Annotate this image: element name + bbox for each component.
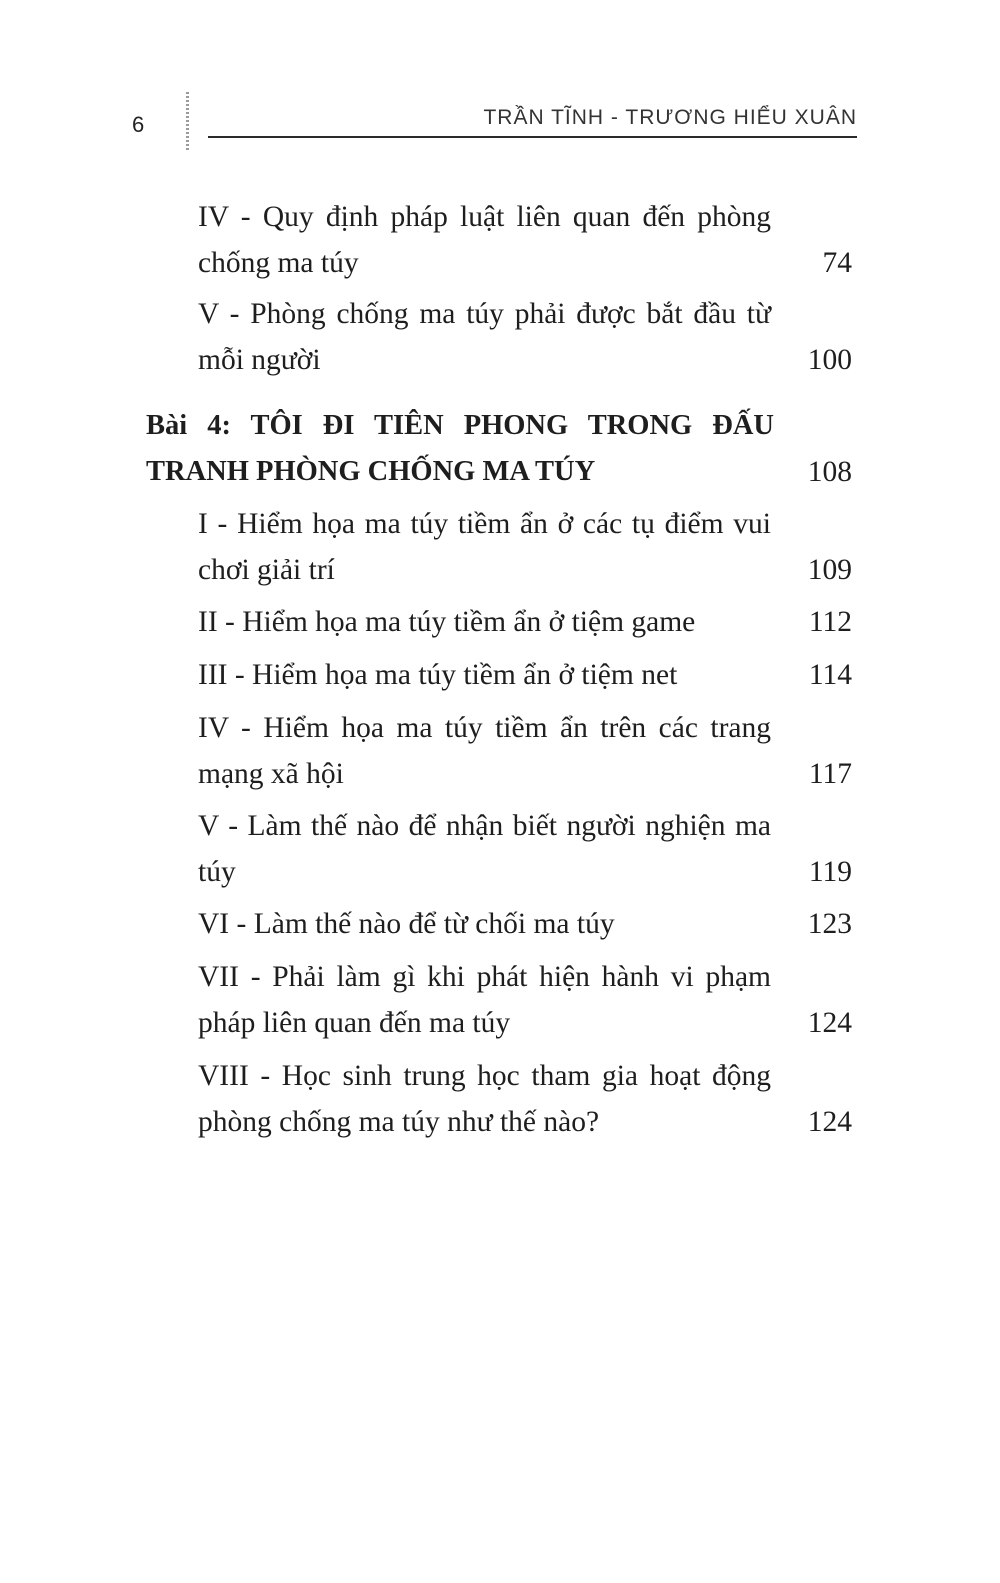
toc-entry-page: 74: [822, 247, 852, 279]
toc-entry-page: 100: [807, 344, 852, 376]
running-head: TRẦN TĨNH - TRƯƠNG HIỂU XUÂN: [483, 106, 857, 129]
toc-entry-vii-report[interactable]: [198, 954, 852, 1046]
toc-entry-title: V - Phòng chống ma túy phải được bắt đầu từ mỗi người: [198, 298, 771, 376]
toc-entry-title: VIII - Học sinh trung học tham gia hoạt động phòng chống ma túy như thế nào?: [198, 1060, 771, 1138]
toc-entry-page: 124: [807, 1007, 852, 1039]
toc-entry-title: IV - Quy định pháp luật liên quan đến phòng chống ma túy: [198, 201, 771, 279]
toc-entry-v-recognize[interactable]: [198, 803, 852, 895]
toc-entry-ii-game[interactable]: [198, 599, 852, 645]
toc-entry-page: 123: [807, 908, 852, 940]
page-number: 6: [132, 112, 145, 137]
toc-entry-viii-students[interactable]: [198, 1053, 852, 1145]
toc-entry-title: IV - Hiểm họa ma túy tiềm ẩn trên các trang mạng xã hội: [198, 712, 771, 790]
header-rule: [208, 136, 857, 138]
toc-chapter-title: Bài 4: TÔI ĐI TIÊN PHONG TRONG ĐẤU TRANH PHÒNG CHỐNG MA TÚY: [146, 410, 774, 487]
toc-entry-v-everyone[interactable]: [198, 291, 852, 383]
toc-entry-page: 109: [807, 554, 852, 586]
toc-entry-page: 117: [808, 758, 852, 790]
toc-entry-title: VII - Phải làm gì khi phát hiện hành vi phạm pháp liên quan đến ma túy: [198, 961, 771, 1039]
toc-entry-vi-refuse[interactable]: [198, 901, 852, 947]
toc-entry-iv-law[interactable]: [198, 194, 852, 286]
toc-entry-page: 124: [807, 1106, 852, 1138]
toc-entry-page: 119: [808, 856, 852, 888]
toc-entry-title: I - Hiểm họa ma túy tiềm ẩn ở các tụ điểm vui chơi giải trí: [198, 508, 771, 586]
toc-entry-title: III - Hiểm họa ma túy tiềm ẩn ở tiệm net: [198, 659, 678, 691]
toc-entry-page: 114: [808, 659, 852, 691]
toc-entry-i-entertainment[interactable]: [198, 501, 852, 593]
toc-chapter-page: 108: [807, 456, 852, 488]
header-divider: [186, 92, 189, 150]
toc-entry-iii-net[interactable]: [198, 652, 852, 698]
toc-entry-title: II - Hiểm họa ma túy tiềm ẩn ở tiệm game: [198, 606, 696, 638]
toc-chapter-bai-4[interactable]: [146, 403, 852, 495]
toc-entry-iv-social[interactable]: [198, 705, 852, 797]
toc-entry-page: 112: [808, 606, 852, 638]
toc-entry-title: V - Làm thế nào để nhận biết người nghiện ma túy: [198, 810, 771, 888]
toc-entry-title: VI - Làm thế nào để từ chối ma túy: [198, 908, 615, 940]
